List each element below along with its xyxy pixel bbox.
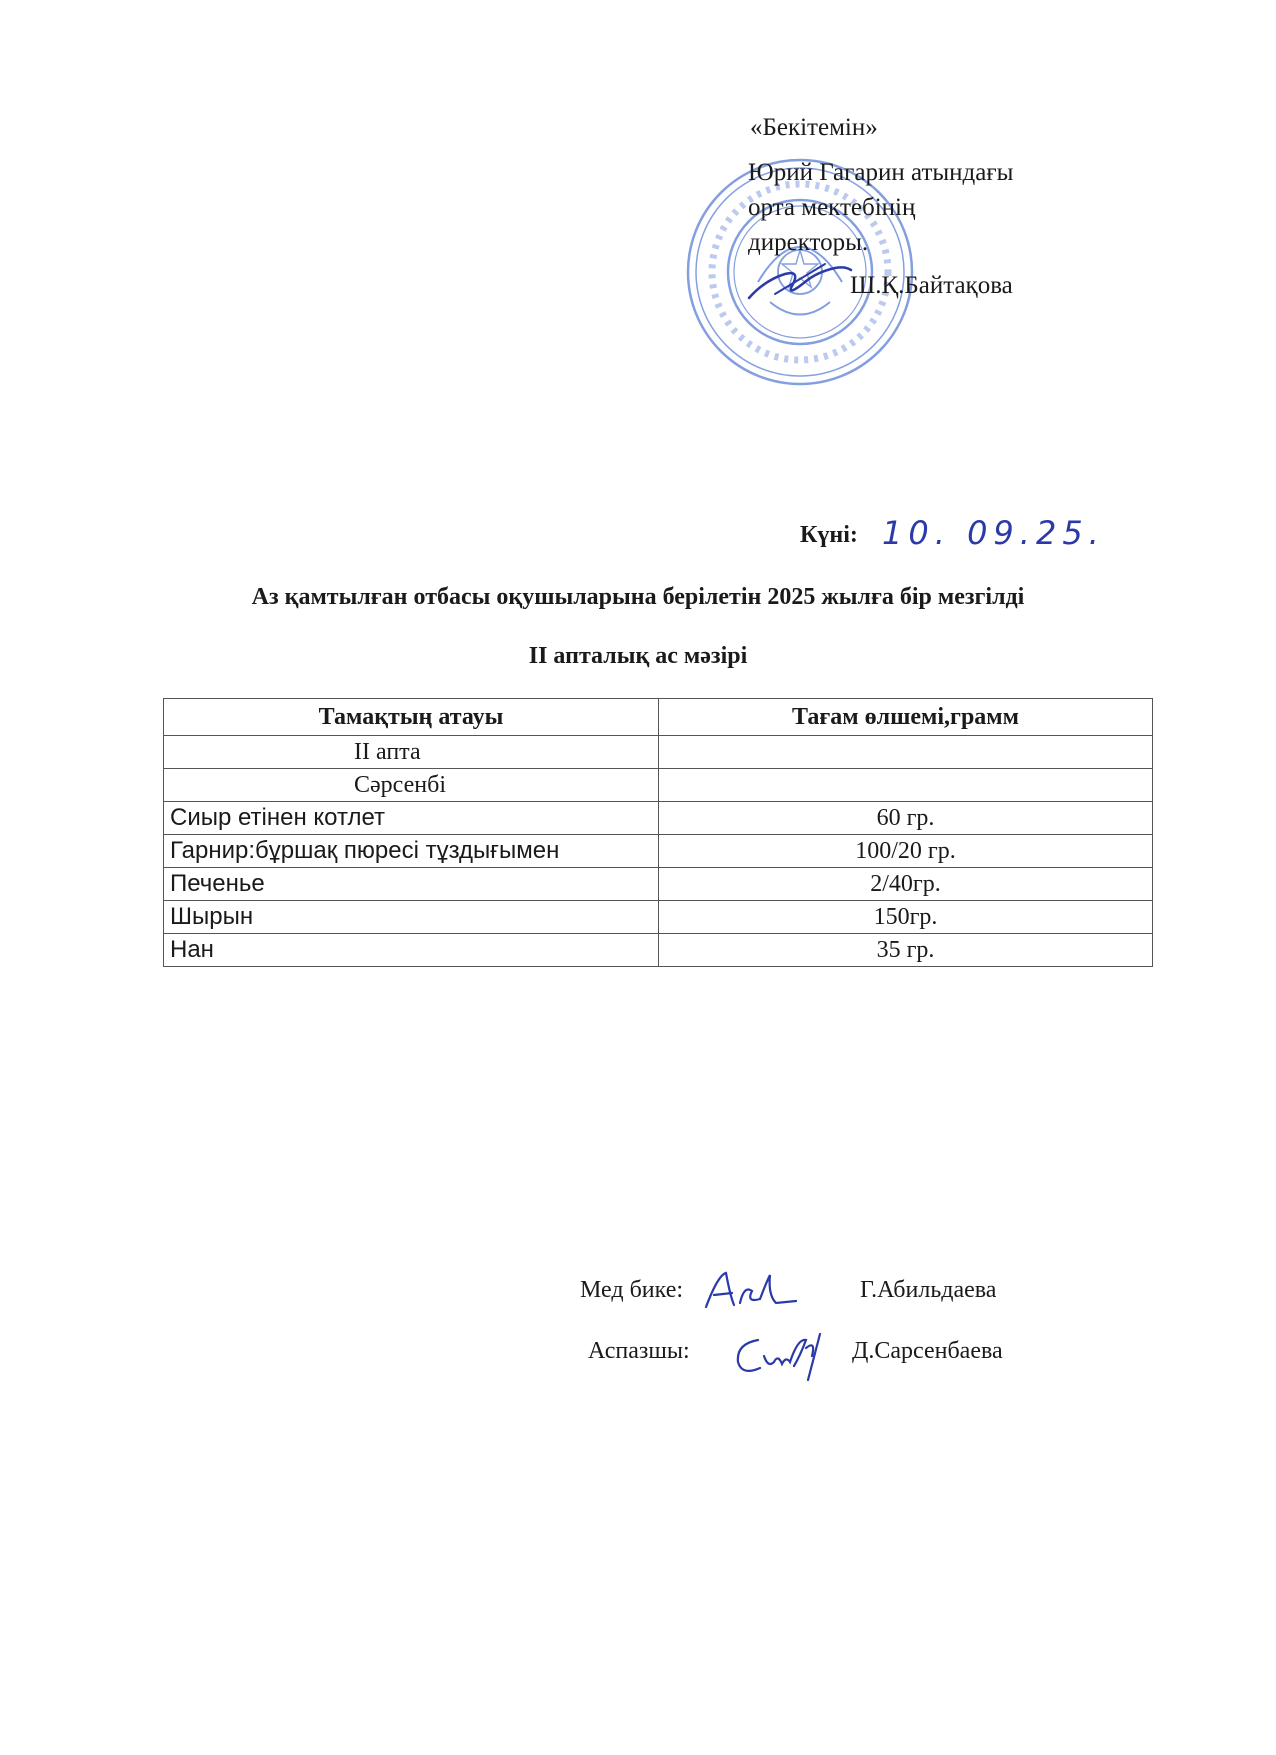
food-name: Гарнир:бұршақ пюресі тұздығымен: [164, 835, 659, 868]
food-name: Нан: [164, 934, 659, 967]
approval-school-line: Юрий Гагарин атындағы: [748, 159, 1014, 186]
nurse-label: Мед бике:: [580, 1277, 684, 1303]
table-row: [164, 802, 1153, 835]
header-portion: Тағам өлшемі,грамм: [659, 699, 1153, 736]
nurse-name: Г.Абильдаева: [860, 1277, 997, 1303]
table-row: [164, 934, 1153, 967]
date-label: Күні:: [800, 522, 858, 548]
food-amount: 2/40гр.: [659, 868, 1153, 901]
director-name: Ш.Қ.Байтақова: [850, 272, 1013, 299]
food-amount: 100/20 гр.: [659, 835, 1153, 868]
date-value: 10. 09.25.: [882, 514, 1105, 552]
cook-label: Аспазшы:: [588, 1338, 690, 1364]
menu-title: Аз қамтылған отбасы оқушыларына берілетін 2025 жылға бір мезгілді: [251, 584, 1025, 610]
director-signature: [745, 250, 855, 310]
empty-cell: [659, 736, 1153, 769]
table-row-day: [164, 769, 1153, 802]
food-amount: 35 гр.: [659, 934, 1153, 967]
cook-signature: [728, 1326, 838, 1386]
cook-name: Д.Сарсенбаева: [852, 1338, 1003, 1364]
table-row: [164, 901, 1153, 934]
menu-table: [163, 698, 1153, 967]
nurse-signature-row: [580, 1265, 1080, 1325]
food-name: Печенье: [164, 868, 659, 901]
table-header-row: [164, 699, 1153, 736]
food-amount: 60 гр.: [659, 802, 1153, 835]
table-row: [164, 868, 1153, 901]
header-food-name: Тамақтың атауы: [164, 699, 659, 736]
week-label: II апта: [164, 736, 659, 769]
food-amount: 150гр.: [659, 901, 1153, 934]
table-row-week: [164, 736, 1153, 769]
empty-cell: [659, 769, 1153, 802]
approval-heading: «Бекітемін»: [750, 114, 878, 141]
nurse-signature: [700, 1265, 810, 1320]
day-label: Сәрсенбі: [164, 769, 659, 802]
food-name: Шырын: [164, 901, 659, 934]
food-name: Сиыр етінен котлет: [164, 802, 659, 835]
cook-signature-row: [588, 1326, 1088, 1386]
table-row: [164, 835, 1153, 868]
approval-position: директоры.: [748, 229, 869, 256]
approval-school-line-2: орта мектебінің: [748, 194, 916, 221]
menu-subtitle: II апталық ас мәзірі: [528, 643, 748, 669]
